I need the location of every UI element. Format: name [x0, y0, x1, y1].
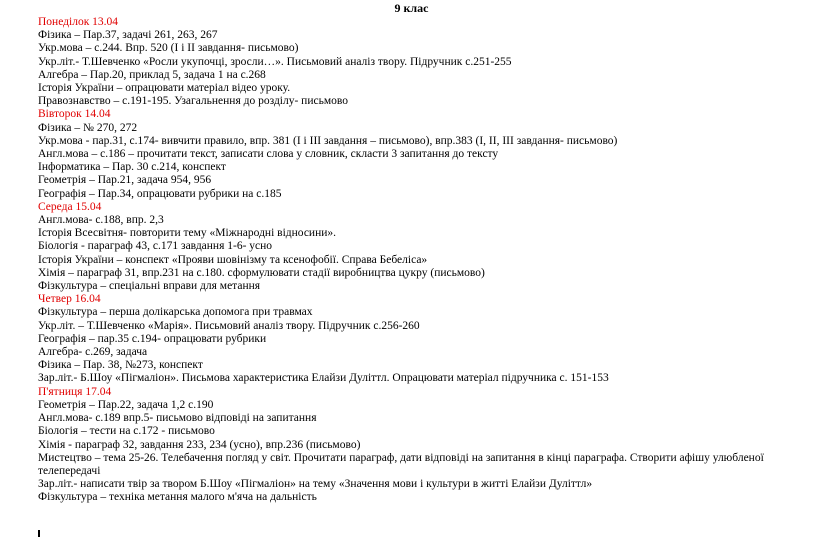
task-line: Укр.мова - пар.31, с.174- вивчити правило, впр. 381 (І і ІІІ завдання – письмово), впр.383 (І, ІІ, ІІІ завдання- письмово) [38, 134, 618, 147]
task-line: Біологія - параграф 43, с.171 завдання 1-6- усно [38, 240, 273, 253]
task-line: Укр.літ. – Т.Шевченко «Марія». Письмовий аналіз твору. Підручник с.256-260 [38, 319, 420, 332]
task-line: Фізика – № 270, 272 [38, 121, 138, 134]
task-line: Зар.літ.- написати твір за твором Б.Шоу «Пігмаліон» на тему «Значення мови і культури в житті Елайзи Дуліттл» [38, 478, 593, 491]
task-line: Фізкультура – техніка метання малого м'яча на дальність [38, 491, 317, 504]
task-line: Англ.мова – с.186 – прочитати текст, записати слова у словник, скласти 3 запитання до тексту [38, 148, 499, 161]
text-cursor [38, 530, 40, 537]
day-heading: Четвер 16.04 [38, 293, 101, 306]
task-line: Інформатика – Пар. 30 с.214, конспект [38, 161, 226, 174]
task-line: Фізика – Пар. 38, №273, конспект [38, 359, 203, 372]
task-line: Хімія - параграф 32, завдання 233, 234 (усно), впр.236 (письмово) [38, 438, 361, 451]
task-line: Біологія – тести на с.172 - письмово [38, 425, 215, 438]
task-line: Геометрія – Пар.22, задача 1,2 с.190 [38, 398, 214, 411]
task-line: Історія України – конспект «Прояви шовінізму та ксенофобії. Справа Бебеліса» [38, 253, 428, 266]
task-line: Історія Всесвітня- повторити тему «Міжнародні відносини». [38, 227, 337, 240]
task-line: Фізика – Пар.37, задачі 261, 263, 267 [38, 29, 218, 42]
task-line: Географія – пар.35 с.194- опрацювати рубрики [38, 332, 267, 345]
schedule-lines [38, 16, 818, 505]
day-heading: Понеділок 13.04 [38, 16, 119, 28]
task-line: Мистецтво – тема 25-26. Телебачення погляд у світ. Прочитати параграф, дати відповіді на запитання в кінці параграфа. Створити афішу улюбленої телепередачі [38, 451, 764, 477]
task-line: Алгебра – Пар.20, приклад 5, задача 1 на с.268 [38, 68, 266, 81]
task-line: Укр.літ.- Т.Шевченко «Росли укупочці, зросли…». Письмовий аналіз твору. Підручник с.251-255 [38, 55, 512, 68]
task-line: Фізкультура – перша долікарська допомога при травмах [38, 306, 313, 319]
task-line: Англ.мова- с.189 впр.5- письмово відповіді на запитання [38, 412, 317, 425]
task-line: Англ.мова- с.188, впр. 2,3 [38, 214, 164, 227]
task-line: Зар.літ.- Б.Шоу «Пігмаліон». Письмова характеристика Елайзи Дуліттл. Опрацювати матеріал підручника с. 151-153 [38, 372, 609, 385]
task-line: Географія – Пар.34, опрацювати рубрики на с.185 [38, 187, 282, 200]
page-title: 9 клас [394, 1, 429, 15]
day-heading: П'ятниця 17.04 [38, 385, 112, 398]
task-line: Правознавство – с.191-195. Узагальнення до розділу- письмово [38, 95, 348, 108]
task-line: Алгебра- с.269, задача [38, 346, 148, 359]
task-line: Укр.мова – с.244. Впр. 520 (І і ІІ завдання- письмово) [38, 42, 299, 55]
task-line: Хімія – параграф 31, впр.231 на с.180. сформулювати стадії виробництва цукру (письмово) [38, 266, 485, 279]
task-line: Геометрія – Пар.21, задача 954, 956 [38, 174, 212, 187]
day-heading: Середа 15.04 [38, 200, 102, 213]
task-line: Історія України – опрацювати матеріал відео уроку. [38, 82, 291, 95]
day-heading: Вівторок 14.04 [38, 108, 111, 121]
task-line: Фізкультура – спеціальні вправи для метання [38, 280, 261, 293]
